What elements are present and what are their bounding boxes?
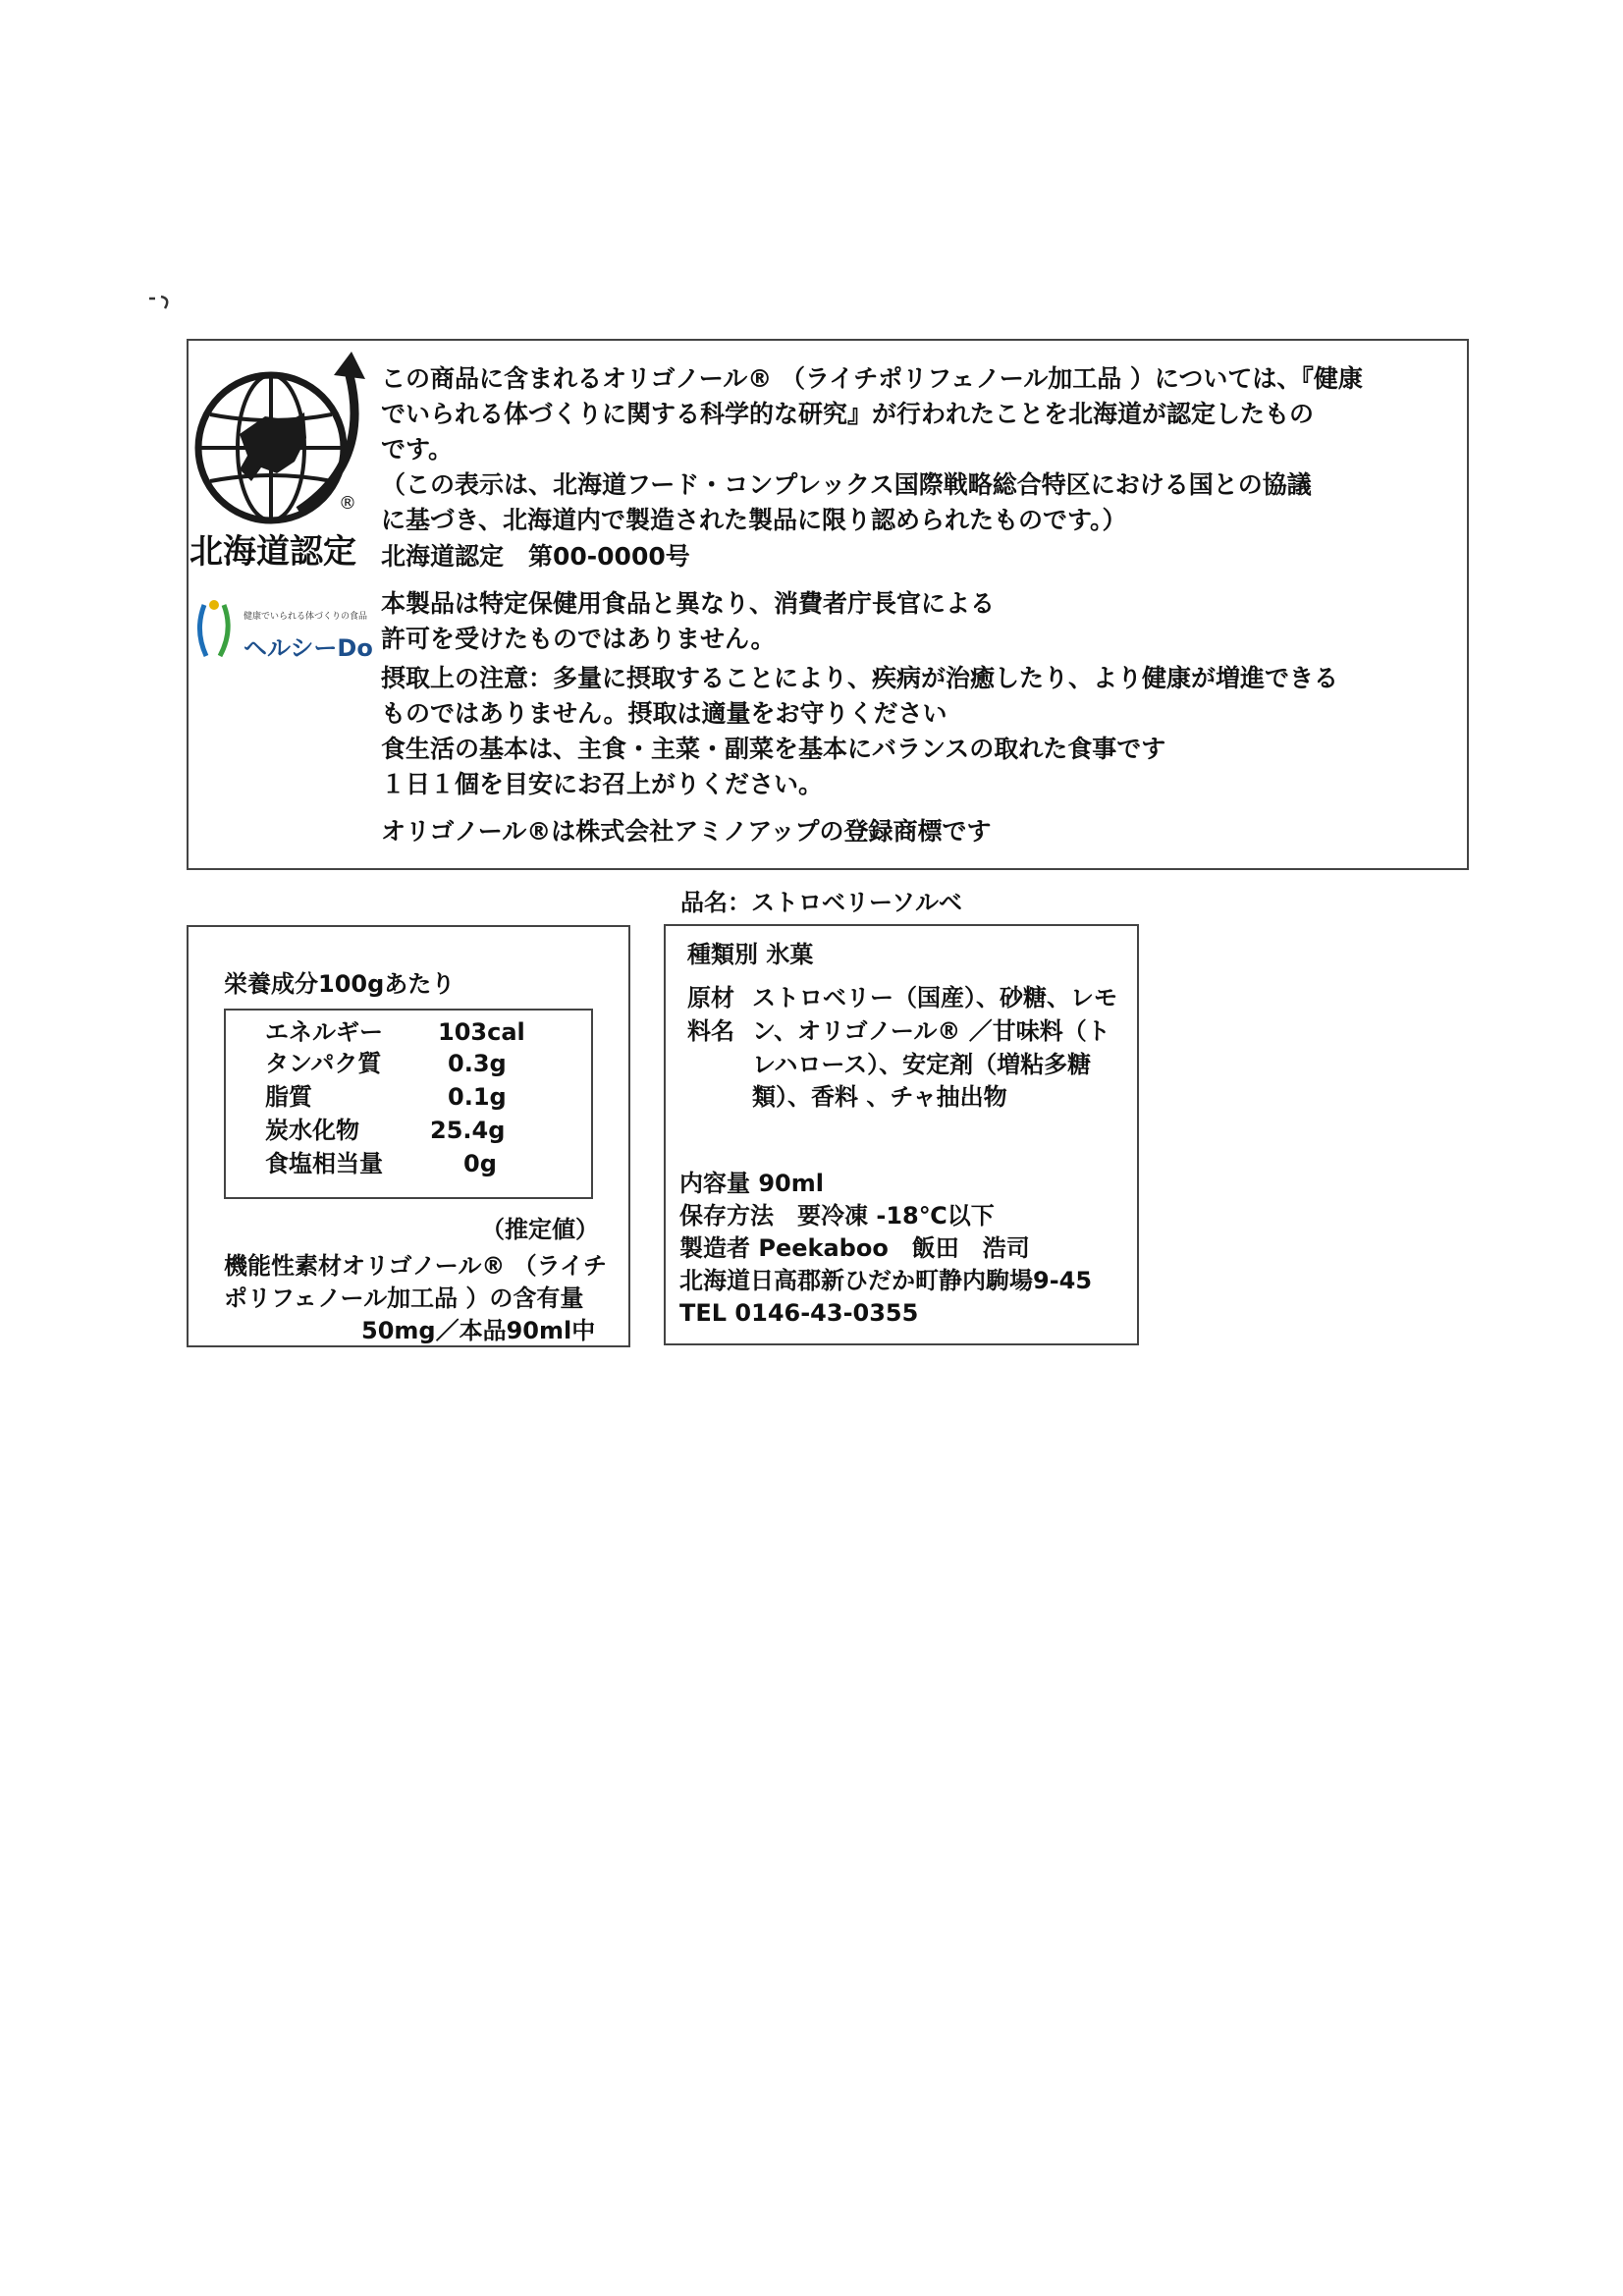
nutrition-value: 103cal — [438, 1018, 525, 1046]
nutrition-value: 0.1g — [448, 1083, 507, 1111]
healthy-do-label: ヘルシーDo — [243, 634, 373, 662]
functional-ingredient-line: 機能性素材オリゴノール® （ライチ — [224, 1252, 607, 1280]
certification-line: です。 — [381, 435, 454, 464]
certification-line: でいられる体づくりに関する科学的な研究』が行われたことを北海道が認定したもの — [381, 400, 1315, 428]
functional-ingredient-line: ポリフェノール加工品 ）の含有量 — [224, 1285, 584, 1312]
ingredients-line: ストロベリー（国産）、砂糖、レモ — [752, 984, 1117, 1011]
nutrition-label: 脂質 — [265, 1083, 312, 1111]
intake-caution-line: ものではありません。摂取は適量をお守りください — [381, 699, 947, 728]
nutrition-label: 炭水化物 — [265, 1117, 359, 1144]
ingredients-label: 料名 — [687, 1017, 734, 1045]
certification-number: 北海道認定 第00-0000号 — [381, 542, 690, 571]
hokkaido-certified-label: 北海道認定 — [189, 532, 356, 572]
nutrition-heading: 栄養成分100gあたり — [224, 970, 456, 998]
ingredients-line: 類）、香料 、チャ抽出物 — [752, 1083, 1007, 1111]
diet-advice-line: １日１個を目安にお召上がりください。 — [381, 770, 824, 798]
content-volume: 内容量 90ml — [679, 1170, 824, 1197]
functional-ingredient-amount: 50mg／本品90ml中 — [361, 1317, 596, 1344]
manufacturer-address: 北海道日高郡新ひだか町静内駒場9-45 — [679, 1267, 1093, 1294]
nutrition-label: エネルギー — [265, 1018, 383, 1046]
product-category: 種類別 氷菓 — [687, 941, 814, 968]
storage-method: 保存方法 要冷凍 -18℃以下 — [679, 1202, 995, 1230]
registered-mark: ® — [339, 493, 356, 514]
intake-caution-line: 摂取上の注意：多量に摂取することにより、疾病が治癒したり、より健康が増進できる — [381, 664, 1339, 692]
certification-line: （この表示は、北海道フード・コンプレックス国際戦略総合特区における国との協議 — [381, 470, 1312, 499]
healthy-do-tagline: 健康でいられる体づくりの食品 — [243, 612, 368, 622]
ingredients-line: レハロース）、安定剤（増粘多糖 — [752, 1051, 1092, 1078]
estimated-value-note: （推定値） — [481, 1216, 599, 1243]
manufacturer: 製造者 Peekaboo 飯田 浩司 — [679, 1234, 1030, 1262]
certification-line: この商品に含まれるオリゴノール® （ライチポリフェノール加工品 ）については、『健康 — [381, 364, 1363, 393]
trademark-notice: オリゴノール®は株式会社アミノアップの登録商標です — [381, 817, 992, 846]
ingredients-line: ン、オリゴノール® ／甘味料（ト — [752, 1017, 1110, 1045]
diet-advice-line: 食生活の基本は、主食・主菜・副菜を基本にバランスの取れた食事です — [381, 735, 1166, 763]
nutrition-value: 0.3g — [448, 1050, 507, 1077]
certification-line: に基づき、北海道内で製造された製品に限り認められたものです。） — [381, 506, 1127, 534]
nutrition-value: 0g — [463, 1150, 497, 1177]
product-name: 品名：ストロベリーソルベ — [680, 889, 963, 916]
corner-mark — [147, 295, 175, 310]
certification-line: 本製品は特定保健用食品と異なり、消費者庁長官による — [381, 589, 996, 618]
manufacturer-phone: TEL 0146-43-0355 — [679, 1299, 919, 1327]
ingredients-label: 原材 — [687, 984, 734, 1011]
nutrition-label: タンパク質 — [265, 1050, 382, 1077]
nutrition-label: 食塩相当量 — [265, 1150, 383, 1177]
nutrition-value: 25.4g — [430, 1117, 506, 1144]
certification-line: 許可を受けたものではありません。 — [381, 625, 776, 653]
